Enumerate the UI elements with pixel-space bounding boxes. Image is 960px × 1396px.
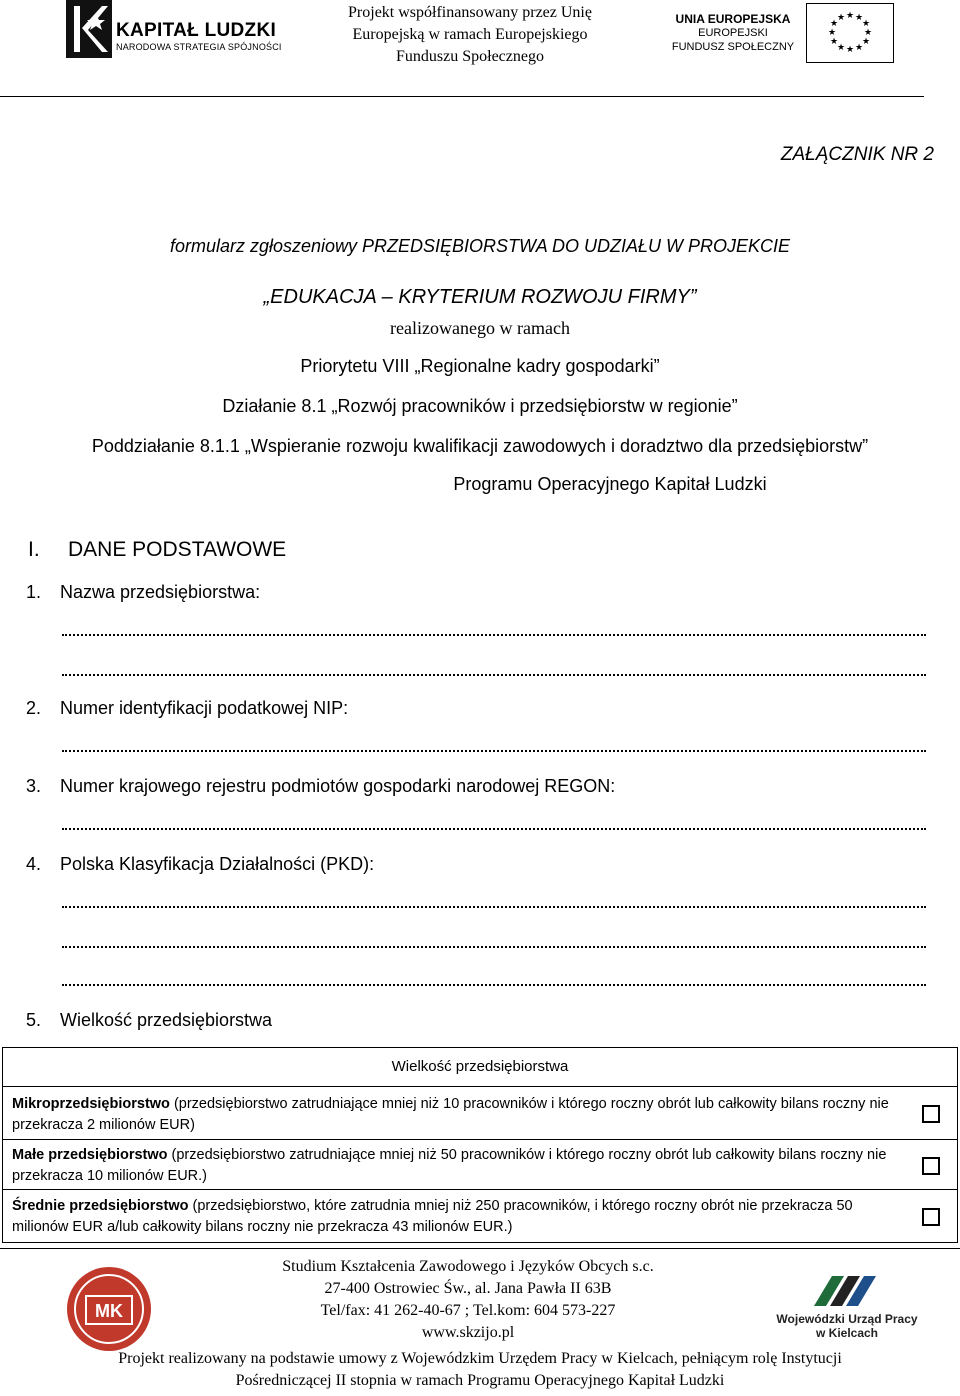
- program-line: Programu Operacyjnego Kapitał Ludzki: [453, 474, 767, 494]
- micro-checkbox[interactable]: [922, 1105, 940, 1123]
- svg-text:★: ★: [854, 13, 864, 23]
- svg-text:★: ★: [827, 28, 837, 38]
- form-title: formularz zgłoszeniowy PRZEDSIĘBIORSTWA DO UDZIAŁU W PROJEKCIE: [169, 236, 791, 256]
- size-option-description: (przedsiębiorstwo, które zatrudnia mniej niż 250 pracowników, i którego roczny obrót nie przekracza 50 milionów EUR a/lub całkowity bilans roczny nie przekracza 43 milionów EUR.): [12, 1198, 853, 1235]
- project-title: „EDUKACJA – KRYTERIUM ROZWOJU FIRMY”: [263, 286, 697, 308]
- svg-text:★: ★: [836, 13, 846, 23]
- question-label: [26, 582, 260, 603]
- section-title: DANE PODSTAWOWE: [68, 538, 287, 561]
- header-divider: [0, 96, 924, 97]
- size-option-name: Mikroprzedsiębiorstwo: [12, 1096, 170, 1112]
- kapital-ludzki-title: KAPITAŁ LUDZKI: [116, 20, 277, 41]
- eu-fund-label: [668, 12, 798, 54]
- program-line: Działanie 8.1 „Rozwój pracowników i przedsiębiorstw w regionie”: [222, 396, 738, 416]
- question-text: Numer identyfikacji podatkowej NIP:: [60, 698, 349, 718]
- mk-emblem-icon: [64, 1264, 154, 1354]
- cofinancing-line: Projekt współfinansowany przez Unię: [348, 4, 592, 21]
- svg-text:★: ★: [829, 19, 839, 29]
- size-option-text: [12, 1145, 892, 1187]
- question-number: 4.: [26, 854, 42, 874]
- question-label: [26, 776, 615, 797]
- size-option-name: Małe przedsiębiorstwo: [12, 1147, 168, 1163]
- eu-label-line: FUNDUSZ SPOŁECZNY: [671, 41, 795, 53]
- svg-text:★: ★: [829, 37, 839, 47]
- wup-line: Wojewódzki Urząd Pracy: [776, 1312, 918, 1326]
- project-footnote: [0, 1348, 960, 1392]
- wup-emblem-icon: [762, 1268, 932, 1312]
- provider-line: Tel/fax: 41 262-40-67 ; Tel.kom: 604 573-227: [320, 1302, 616, 1319]
- question-text: Wielkość przedsiębiorstwa: [60, 1010, 273, 1030]
- question-text: Numer krajowego rejestru podmiotów gospodarki narodowej REGON:: [60, 776, 616, 796]
- provider-line: Studium Kształcenia Zawodowego i Języków Obcych s.c.: [282, 1258, 654, 1275]
- size-option-description: (przedsiębiorstwo zatrudniające mniej niż 50 pracowników i którego roczny obrót lub całkowity bilans roczny nie przekracza 10 milionów EUR.): [12, 1147, 887, 1184]
- cofinancing-note: [320, 2, 620, 68]
- nip-field[interactable]: [62, 748, 926, 752]
- eu-label-line: EUROPEJSKI: [698, 27, 768, 39]
- attachment-number: ZAŁĄCZNIK NR 2: [780, 144, 934, 165]
- section-heading: [28, 538, 286, 562]
- eu-label-line: UNIA EUROPEJSKA: [675, 12, 791, 26]
- svg-text:★: ★: [845, 45, 855, 55]
- table-header: Wielkość przedsiębiorstwa: [2, 1047, 958, 1087]
- size-option-name: Średnie przedsiębiorstwo: [12, 1198, 189, 1214]
- regon-field[interactable]: [62, 826, 926, 830]
- eu-flag-icon: [806, 3, 894, 63]
- svg-text:★: ★: [836, 43, 846, 53]
- wup-line: w Kielcach: [815, 1326, 879, 1340]
- question-number: 2.: [26, 698, 42, 718]
- size-option-text: [12, 1094, 892, 1136]
- svg-text:★: ★: [861, 37, 871, 47]
- question-text: Nazwa przedsiębiorstwa:: [60, 582, 261, 602]
- mk-logo-text: MK: [95, 1301, 123, 1321]
- question-number: 3.: [26, 776, 42, 796]
- question-number: 5.: [26, 1010, 42, 1030]
- svg-text:★: ★: [861, 19, 871, 29]
- size-option-description: (przedsiębiorstwo zatrudniające mniej niż 10 pracowników i którego roczny obrót lub całkowity bilans roczny nie przekracza 2 milionów EUR): [12, 1096, 889, 1133]
- wup-name: [762, 1312, 932, 1340]
- provider-info: [200, 1256, 736, 1344]
- program-line: realizowanego w ramach: [390, 318, 570, 338]
- size-option-text: [12, 1196, 892, 1238]
- footer-divider: [0, 1248, 960, 1249]
- medium-checkbox[interactable]: [922, 1208, 940, 1226]
- question-text: Polska Klasyfikacja Działalności (PKD):: [60, 854, 375, 874]
- svg-text:★: ★: [854, 43, 864, 53]
- provider-line: 27-400 Ostrowiec Św., al. Jana Pawła II 63B: [324, 1280, 612, 1297]
- program-line: Priorytetu VIII „Regionalne kadry gospodarki”: [300, 356, 660, 376]
- kapital-ludzki-emblem-icon: [66, 0, 112, 58]
- svg-text:★: ★: [863, 28, 873, 38]
- cofinancing-line: Funduszu Społecznego: [396, 48, 544, 65]
- pkd-field[interactable]: [62, 904, 926, 908]
- question-label: [26, 698, 348, 719]
- company-name-field[interactable]: [62, 632, 926, 636]
- footnote-line: Projekt realizowany na podstawie umowy z Wojewódzkim Urzędem Pracy w Kielcach, pełniącym rolę Instytucji: [118, 1350, 842, 1367]
- pkd-field[interactable]: [62, 944, 926, 948]
- question-number: 1.: [26, 582, 42, 602]
- skzijo-logo: [64, 1264, 154, 1354]
- small-checkbox[interactable]: [922, 1157, 940, 1175]
- footnote-line: Pośredniczącej II stopnia w ramach Programu Operacyjnego Kapitał Ludzki: [235, 1372, 725, 1389]
- pkd-field[interactable]: [62, 982, 926, 986]
- kapital-ludzki-subtitle: NARODOWA STRATEGIA SPÓJNOŚCI: [116, 42, 282, 52]
- program-line: Poddziałanie 8.1.1 „Wspieranie rozwoju kwalifikacji zawodowych i doradztwo dla przedsiębiorstw”: [91, 436, 869, 456]
- company-name-field[interactable]: [62, 672, 926, 676]
- question-label: [26, 1010, 272, 1031]
- cofinancing-line: Europejską w ramach Europejskiego: [352, 26, 588, 43]
- provider-website: www.skzijo.pl: [421, 1324, 515, 1341]
- section-number: I.: [28, 538, 40, 561]
- question-label: [26, 854, 374, 875]
- svg-text:★: ★: [845, 11, 855, 21]
